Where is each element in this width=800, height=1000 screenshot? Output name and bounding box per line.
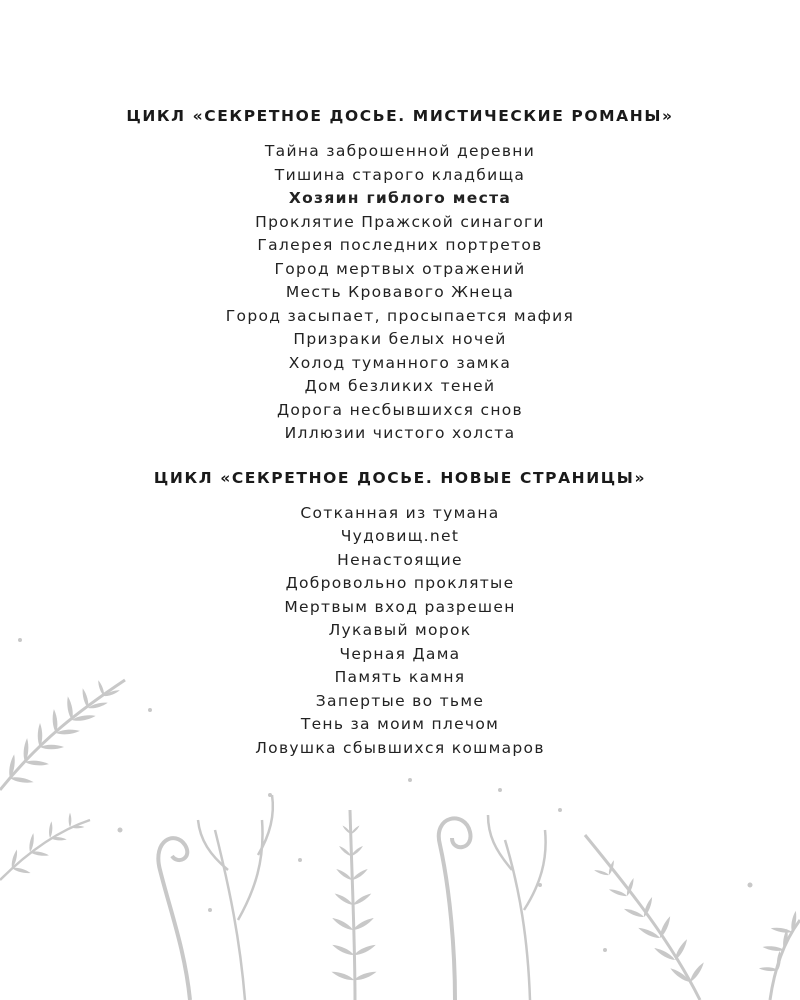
- book-title: Город засыпает, просыпается мафия: [225, 306, 575, 325]
- series-title: ЦИКЛ «СЕКРЕТНОЕ ДОСЬЕ. МИСТИЧЕСКИЕ РОМАНЫ»: [126, 107, 674, 125]
- book-title: Лукавый морок: [328, 621, 472, 639]
- book-title: Запертые во тьме: [315, 691, 485, 710]
- fern-frond-far-right: [759, 910, 800, 1000]
- twig-left: [198, 795, 273, 1000]
- book-title: Город мертвых отражений: [274, 259, 526, 278]
- book-title: Ненастоящие: [337, 550, 463, 569]
- fern-frond-left-low: [0, 813, 90, 880]
- series-title: ЦИКЛ «СЕКРЕТНОЕ ДОСЬЕ. НОВЫЕ СТРАНИЦЫ»: [153, 468, 647, 487]
- book-title: Чудовищ.net: [340, 527, 460, 545]
- book-title: Тайна заброшенной деревни: [264, 142, 536, 160]
- book-title: Сотканная из тумана: [300, 503, 500, 522]
- fern-frond-right: [585, 835, 706, 1000]
- book-title: Холод туманного замка: [288, 353, 512, 372]
- fern-fiddlehead-left: [158, 838, 190, 1000]
- book-title: Призраки белых ночей: [293, 330, 507, 348]
- book-title: Месть Кровавого Жнеца: [285, 283, 515, 301]
- book-title: Галерея последних портретов: [257, 236, 543, 254]
- twig-right: [488, 815, 546, 1000]
- fern-fiddlehead-center: [439, 818, 471, 1000]
- book-title: Ловушка сбывшихся кошмаров: [255, 738, 545, 757]
- book-title: Проклятие Пражской синагоги: [255, 212, 545, 231]
- book-title: Мертвым вход разрешен: [284, 597, 516, 616]
- book-title: Дом безликих теней: [304, 377, 496, 395]
- book-title: Память камня: [334, 668, 466, 686]
- book-title: Черная Дама: [339, 644, 461, 663]
- book-title: Добровольно проклятые: [285, 574, 515, 592]
- series-list: [0, 104, 800, 760]
- fern-frond-center: [331, 810, 378, 1000]
- book-list: [0, 502, 800, 761]
- book-title: Дорога несбывшихся снов: [277, 400, 523, 419]
- series-new-pages: [0, 466, 800, 761]
- book-title: Иллюзии чистого холста: [284, 424, 516, 442]
- series-mystic-novels: [0, 104, 800, 446]
- book-title-current: Хозяин гиблого места: [288, 189, 512, 207]
- book-title: Тишина старого кладбища: [274, 165, 526, 184]
- book-list: [0, 140, 800, 446]
- book-title: Тень за моим плечом: [300, 715, 500, 733]
